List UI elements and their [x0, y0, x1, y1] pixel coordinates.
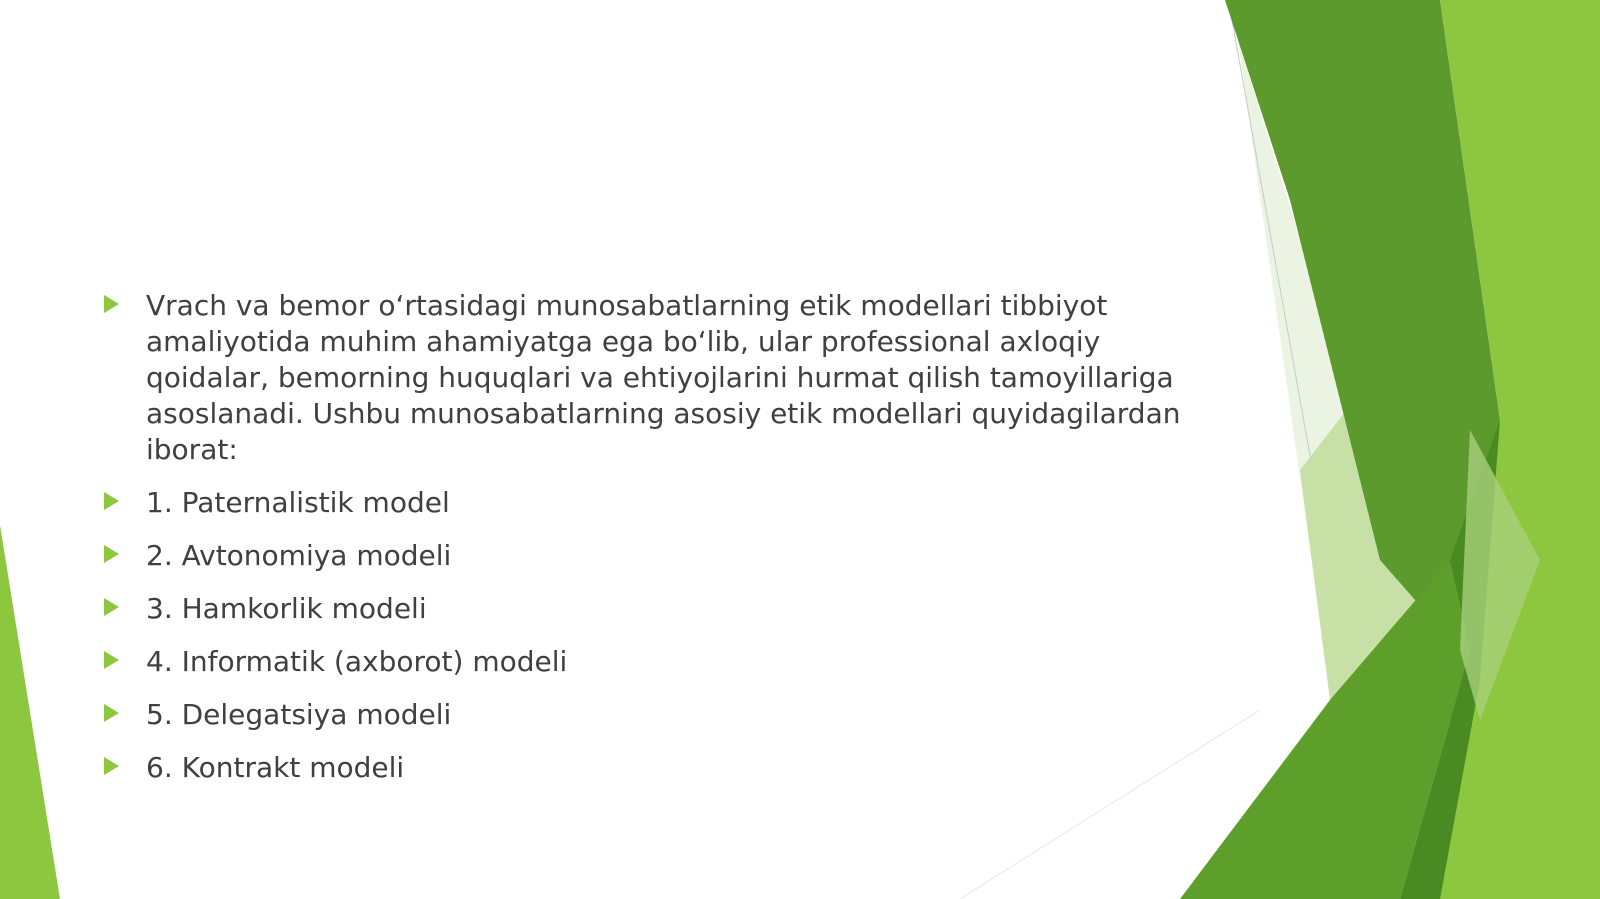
list-item-text: 6. Kontrakt modeli: [146, 751, 405, 784]
triangle-right-icon: [104, 295, 119, 313]
list-item: [100, 644, 1200, 680]
triangle-right-icon: [104, 704, 119, 722]
triangle-right-icon: [104, 492, 119, 510]
list-item: [100, 538, 1200, 574]
list-item-text: 3. Hamkorlik modeli: [146, 592, 427, 625]
list-item: [100, 591, 1200, 627]
list-item: [100, 697, 1200, 733]
list-item: [100, 485, 1200, 521]
triangle-right-icon: [104, 651, 119, 669]
list-item-text: 4. Informatik (axborot) modeli: [146, 645, 568, 678]
left-green-strip: [0, 525, 60, 899]
list-item-text: 1. Paternalistik model: [146, 486, 450, 519]
triangle-right-icon: [104, 545, 119, 563]
triangle-right-icon: [104, 757, 119, 775]
list-item: [100, 288, 1200, 468]
triangle-right-icon: [104, 598, 119, 616]
list-item-text: Vrach va bemor o‘rtasidagi munosabatlarning etik modellari tibbiyot amaliyotida muhim ahamiyatga ega bo‘lib, ular professional axloqiy qoidalar, bemorning huquqlari va ehtiyojlarini hurmat qilish tamoyillariga asoslanadi. Ushbu munosabatlarning asosiy etik modellari quyidagilardan iborat:: [146, 289, 1181, 466]
slide-content: [100, 288, 1200, 803]
bullet-list: [100, 288, 1200, 786]
list-item-text: 5. Delegatsiya modeli: [146, 698, 452, 731]
list-item: [100, 750, 1200, 786]
list-item-text: 2. Avtonomiya modeli: [146, 539, 452, 572]
